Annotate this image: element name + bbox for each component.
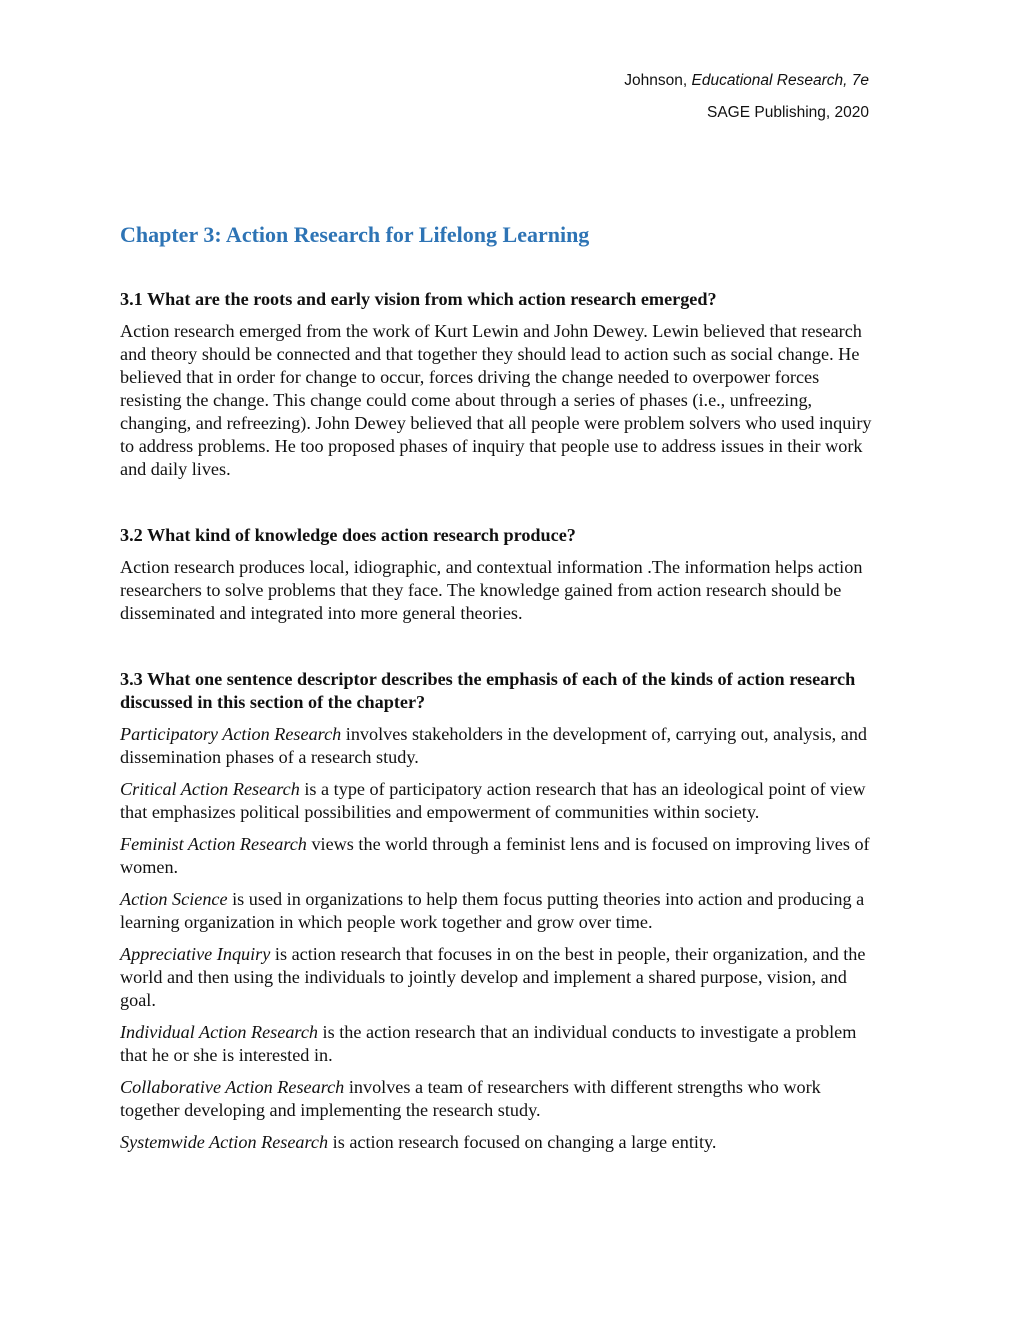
document-body xyxy=(120,220,872,1154)
descriptor-action-science xyxy=(120,888,872,934)
section-3-3 xyxy=(120,668,872,1154)
section-3-1 xyxy=(120,288,872,481)
header-author: Johnson, xyxy=(624,72,692,89)
descriptor-term: Action Science xyxy=(120,889,228,909)
section-3-2 xyxy=(120,524,872,625)
descriptor-critical-action-research xyxy=(120,778,872,824)
descriptor-systemwide-action-research xyxy=(120,1131,872,1154)
section-answer: Action research emerged from the work of Kurt Lewin and John Dewey. Lewin believed that research and theory should be connected and that together they should lead to action such as social change. He believed that in order for change to occur, forces driving the change needed to overpower forces resisting the change. This change could come about through a series of phases (i.e., unfreezing, changing, and refreezing). John Dewey believed that all people were problem solvers who used inquiry to address problems. He too proposed phases of inquiry that people use to address issues in their work and daily lives. xyxy=(120,321,872,479)
descriptor-term: Collaborative Action Research xyxy=(120,1077,345,1097)
chapter-title: Chapter 3: Action Research for Lifelong Learning xyxy=(120,222,590,247)
descriptor-text: is the action research that an individual conducts to investigate a problem that he or she is interested in. xyxy=(120,1022,857,1065)
descriptor-text: is action research focused on changing a large entity. xyxy=(328,1132,717,1152)
descriptor-text: is used in organizations to help them focus putting theories into action and producing a learning organization in which people work together and grow over time. xyxy=(120,889,865,932)
header-publisher: SAGE Publishing, 2020 xyxy=(707,104,869,121)
header-book-title: Educational Research, 7e xyxy=(691,72,869,89)
descriptor-individual-action-research xyxy=(120,1021,872,1067)
descriptor-term: Individual Action Research xyxy=(120,1022,318,1042)
section-question: 3.2 What kind of knowledge does action research produce? xyxy=(120,525,576,545)
section-question: 3.1 What are the roots and early vision from which action research emerged? xyxy=(120,289,717,309)
descriptor-collaborative-action-research xyxy=(120,1076,872,1122)
section-question: 3.3 What one sentence descriptor describes the emphasis of each of the kinds of action research discussed in this section of the chapter? xyxy=(120,669,856,712)
descriptor-text: involves stakeholders in the development of, carrying out, analysis, and dissemination phases of a research study. xyxy=(120,724,868,767)
descriptor-text: is action research that focuses in on the best in people, their organization, and the world and then using the individuals to jointly develop and implement a shared purpose, vision, and goal. xyxy=(120,944,866,1010)
descriptor-term: Participatory Action Research xyxy=(120,724,342,744)
descriptor-term: Feminist Action Research xyxy=(120,834,307,854)
section-answer: Action research produces local, idiographic, and contextual information .The information helps action researchers to solve problems that they face. The knowledge gained from action research should be disseminated and integrated into more general theories. xyxy=(120,557,863,623)
descriptor-term: Appreciative Inquiry xyxy=(120,944,271,964)
descriptor-appreciative-inquiry xyxy=(120,943,872,1012)
descriptor-text: is a type of participatory action research that has an ideological point of view that emphasizes political possibilities and empowerment of communities within society. xyxy=(120,779,866,822)
descriptor-term: Critical Action Research xyxy=(120,779,300,799)
descriptor-participatory-action-research xyxy=(120,723,872,769)
descriptor-text: involves a team of researchers with different strengths who work together developing and implementing the research study. xyxy=(120,1077,821,1120)
header-citation xyxy=(624,71,869,103)
running-header xyxy=(624,71,869,135)
descriptor-text: views the world through a feminist lens and is focused on improving lives of women. xyxy=(120,834,870,877)
descriptor-term: Systemwide Action Research xyxy=(120,1132,329,1152)
descriptor-feminist-action-research xyxy=(120,833,872,879)
